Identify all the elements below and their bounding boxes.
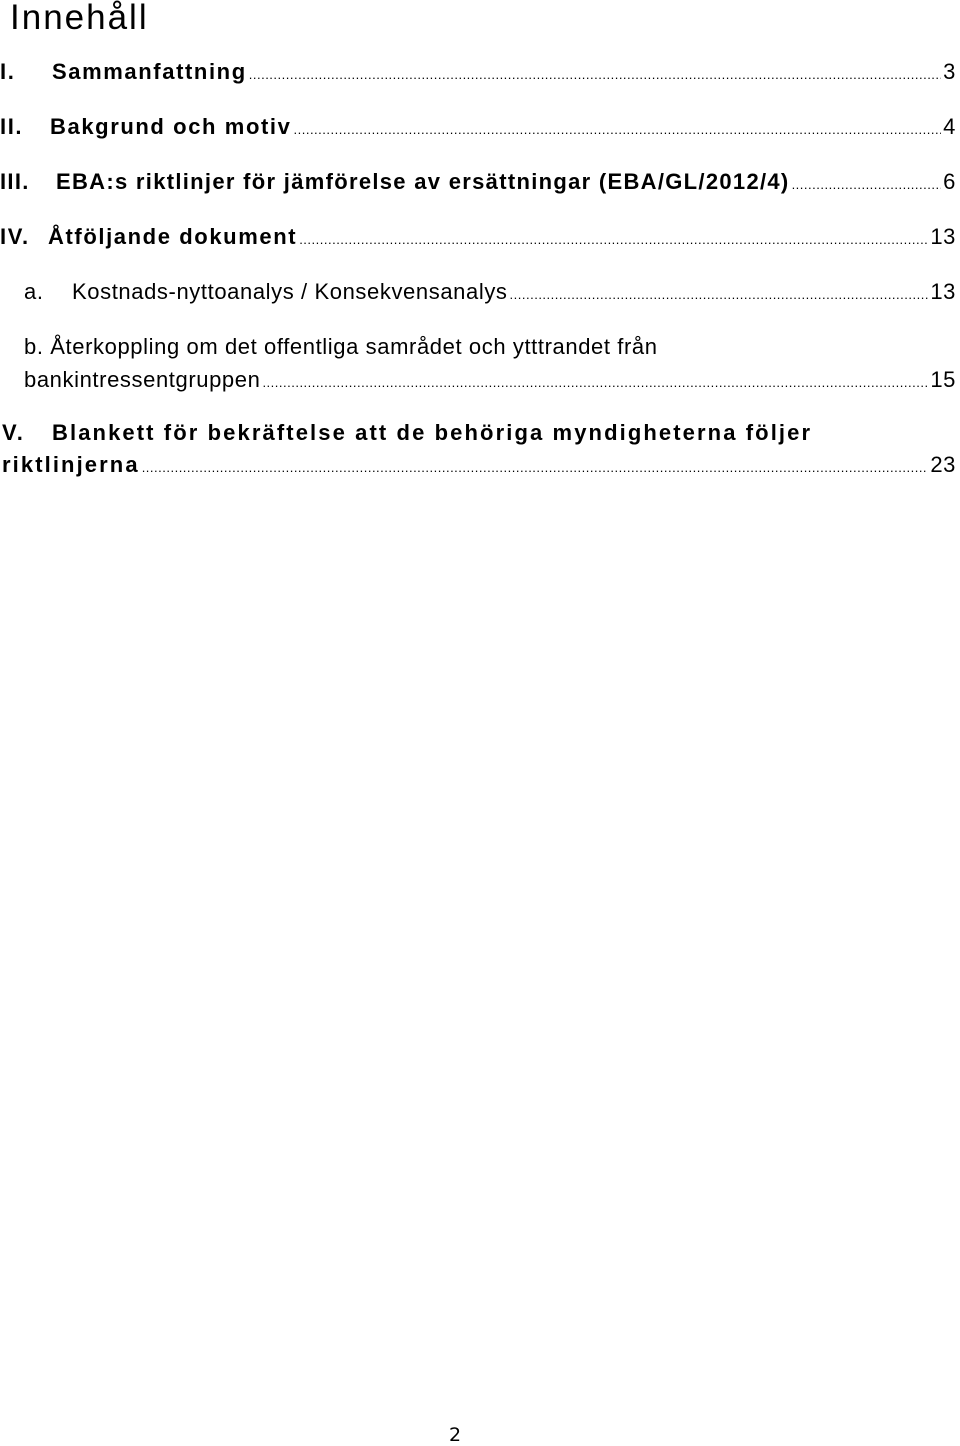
toc-entry-1[interactable] (0, 58, 960, 89)
toc-entry-2[interactable] (0, 113, 960, 144)
toc-entry-number: III. (0, 169, 30, 194)
dot-leader (510, 281, 929, 309)
toc-entry-page: 23 (930, 452, 956, 477)
toc-entry-4[interactable] (0, 223, 960, 254)
toc-heading: Innehåll (10, 0, 149, 37)
toc-entry-page: 15 (930, 367, 956, 392)
toc-entry-continuation: bankintressentgruppen (24, 367, 261, 392)
toc-entry-3[interactable] (0, 168, 960, 199)
dot-leader (249, 61, 941, 89)
toc-entry-text: Sammanfattning (52, 59, 247, 84)
toc-entry-text: Kostnads-nyttoanalys / Konsekvensanalys (72, 279, 508, 304)
toc-entry-text: EBA:s riktlinjer för jämförelse av ersättningar (EBA/GL/2012/4) (56, 169, 790, 194)
toc-entry-page: 6 (943, 169, 956, 194)
toc-entry-number: b. (24, 334, 44, 359)
toc-entry-number: a. (24, 279, 44, 304)
toc-entry-continuation: riktlinjerna (2, 452, 140, 477)
toc-entry-number: V. (2, 420, 25, 445)
toc-entry-5-first-line[interactable] (2, 419, 812, 447)
dot-leader (792, 171, 942, 199)
toc-entry-text: Blankett för bekräftelse att de behöriga myndigheterna följer (52, 420, 813, 445)
dot-leader (294, 116, 942, 144)
toc-entry-page: 13 (930, 224, 956, 249)
toc-subentry-a[interactable] (0, 278, 960, 309)
toc-entry-number: I. (0, 59, 16, 84)
toc-entry-page: 4 (943, 114, 956, 139)
toc-entry-page: 3 (943, 59, 956, 84)
toc-subentry-b[interactable] (0, 366, 960, 397)
toc-entry-number: II. (0, 114, 24, 139)
toc-entry-page: 13 (930, 279, 956, 304)
dot-leader (142, 454, 929, 482)
toc-subentry-b-first-line[interactable] (24, 333, 658, 361)
toc-entry-5[interactable] (0, 451, 960, 482)
toc-entry-text: Återkoppling om det offentliga samrådet och ytttrandet från (50, 334, 658, 359)
dot-leader (299, 226, 928, 254)
toc-entry-number: IV. (0, 224, 30, 249)
dot-leader (262, 369, 928, 397)
toc-entry-text: Åtföljande dokument (48, 224, 298, 249)
toc-entry-text: Bakgrund och motiv (50, 114, 292, 139)
page-number: 2 (448, 1424, 462, 1446)
